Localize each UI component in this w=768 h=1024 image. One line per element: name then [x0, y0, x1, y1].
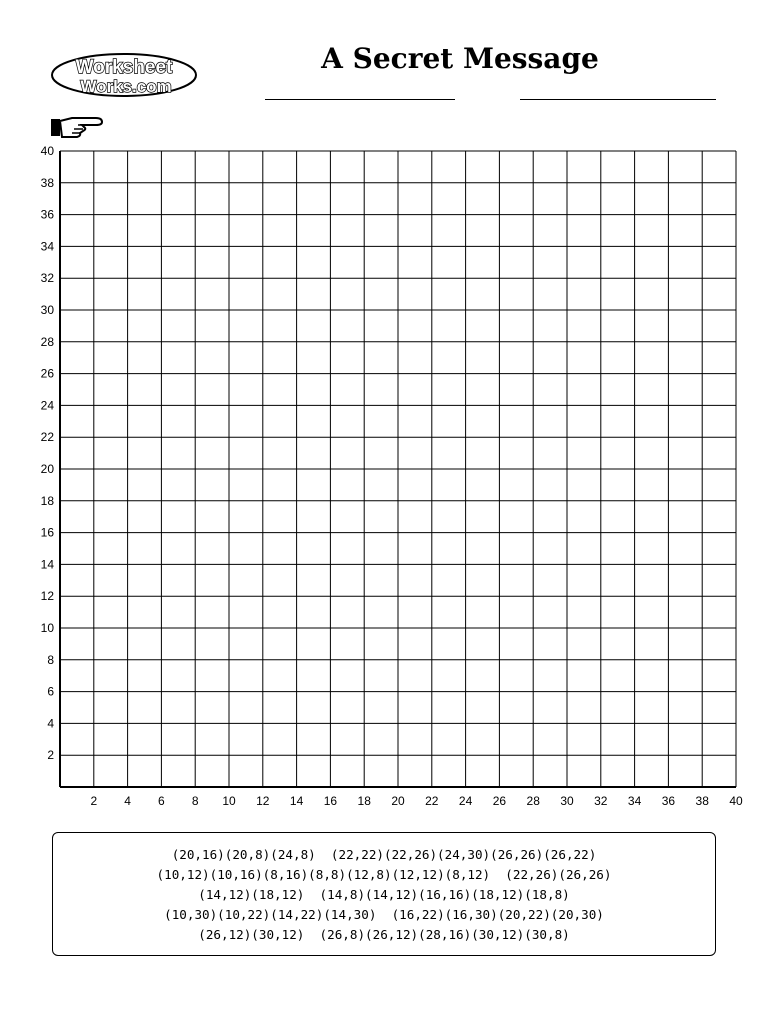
y-tick-label: 34 [40, 239, 54, 254]
x-tick-label: 22 [425, 794, 439, 808]
x-tick-label: 16 [323, 794, 338, 808]
clue-line: (20,16)(20,8)(24,8) (22,22)(22,26)(24,30)(26,26)(26,22) [171, 847, 597, 862]
x-tick-label: 8 [191, 794, 199, 808]
worksheetworks-logo [50, 52, 198, 98]
x-tick-label: 14 [289, 794, 304, 808]
logo-text-line1: Worksheet [75, 57, 173, 78]
x-tick-label: 2 [90, 794, 98, 808]
y-tick-label: 26 [40, 366, 54, 381]
clue-line: (14,12)(18,12) (14,8)(14,12)(16,16)(18,12)(18,8) [198, 887, 570, 902]
y-tick-label: 28 [40, 334, 54, 349]
y-tick-label: 14 [40, 557, 54, 572]
y-tick-label: 22 [40, 430, 54, 445]
x-tick-label: 24 [458, 794, 473, 808]
x-tick-label: 12 [256, 794, 270, 808]
y-tick-label: 4 [47, 716, 54, 731]
x-tick-label: 10 [222, 794, 236, 808]
y-tick-label: 38 [40, 175, 54, 190]
x-tick-label: 32 [594, 794, 608, 808]
y-tick-label: 20 [40, 462, 54, 476]
y-tick-label: 16 [40, 525, 54, 540]
y-tick-label: 32 [40, 271, 54, 286]
logo-text-line2: Works.com [80, 77, 172, 96]
x-tick-label: 38 [695, 794, 709, 808]
page-title: A Secret Message [321, 42, 599, 75]
x-tick-label: 26 [492, 794, 507, 808]
y-tick-label: 36 [40, 207, 54, 222]
x-tick-label: 34 [627, 794, 642, 808]
clue-line: (10,12)(10,16)(8,16)(8,8)(12,8)(12,12)(8,12) (22,26)(26,26) [156, 867, 612, 882]
y-tick-label: 40 [40, 144, 54, 158]
y-tick-label: 12 [40, 589, 54, 604]
clue-line: (10,30)(10,22)(14,22)(14,30) (16,22)(16,30)(20,22)(20,30) [164, 907, 604, 922]
y-tick-label: 18 [40, 493, 54, 508]
x-tick-label: 28 [526, 794, 540, 808]
y-tick-label: 2 [47, 748, 54, 763]
clue-line: (26,12)(30,12) (26,8)(26,12)(28,16)(30,12)(30,8) [198, 927, 570, 942]
y-tick-label: 6 [47, 684, 54, 699]
x-tick-label: 30 [560, 794, 574, 808]
x-tick-label: 40 [729, 794, 743, 808]
y-tick-label: 10 [40, 621, 54, 635]
y-tick-label: 30 [40, 303, 54, 317]
pointing-hand-icon [50, 114, 104, 140]
x-tick-label: 18 [357, 794, 371, 808]
date-line [520, 99, 716, 100]
x-tick-label: 4 [124, 794, 131, 808]
name-line [265, 99, 455, 100]
y-tick-label: 8 [47, 652, 54, 667]
x-tick-label: 36 [661, 794, 676, 808]
x-tick-label: 6 [158, 794, 165, 808]
x-tick-label: 20 [391, 794, 405, 808]
y-tick-label: 24 [40, 398, 54, 413]
coordinate-grid [0, 140, 768, 820]
coordinate-clue-box [52, 832, 716, 956]
